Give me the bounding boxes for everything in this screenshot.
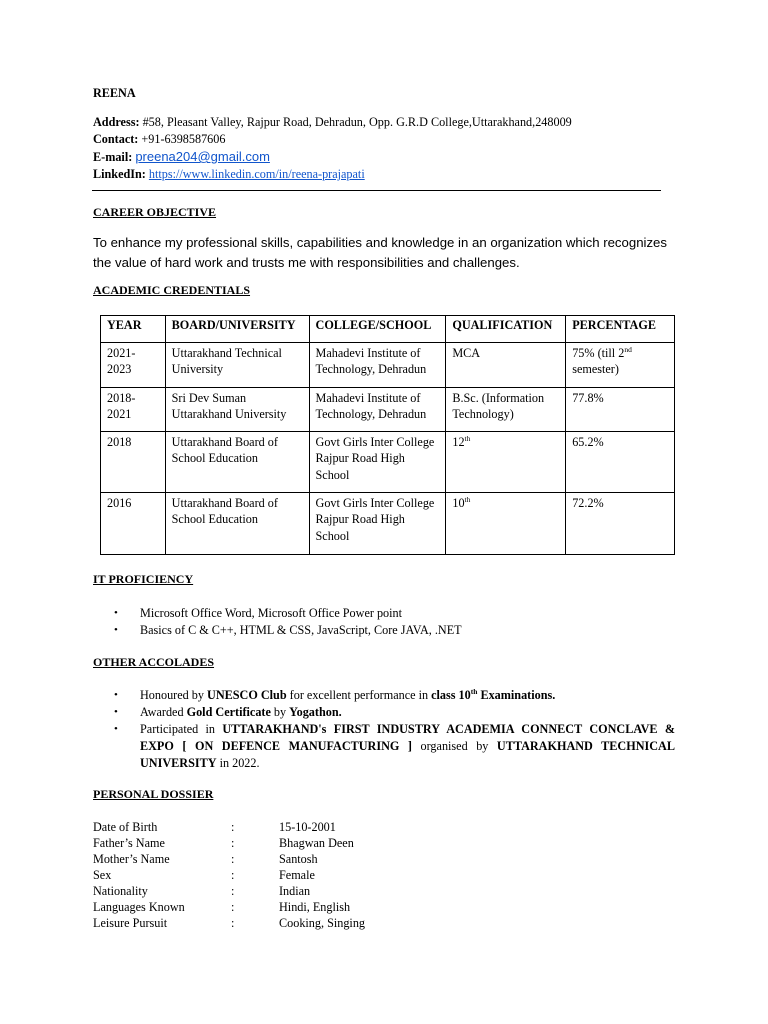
academic-table	[100, 315, 675, 555]
personal-dossier-heading: PERSONAL DOSSIER	[93, 787, 214, 801]
email-link[interactable]: preena204@gmail.com	[135, 149, 270, 164]
cell-percentage: 65.2%	[566, 432, 675, 493]
col-header-board: BOARD/UNIVERSITY	[165, 316, 309, 343]
email-label: E-mail:	[93, 150, 133, 164]
career-objective-line-1: To enhance my professional skills, capabilities and knowledge in an organization which recognizes	[93, 235, 667, 250]
dossier-value: Cooking, Singing	[279, 916, 366, 930]
col-header-percentage: PERCENTAGE	[566, 316, 675, 343]
address-value: #58, Pleasant Valley, Rajpur Road, Dehradun, Opp. G.R.D College,Uttarakhand,248009	[142, 115, 572, 129]
dossier-value: Hindi, English	[279, 900, 351, 914]
dossier-separator: :	[231, 900, 235, 914]
cell-qualification: B.Sc. (Information Technology)	[446, 388, 566, 432]
cell-board: Sri Dev Suman Uttarakhand University	[165, 388, 309, 432]
career-objective-heading: CAREER OBJECTIVE	[93, 205, 217, 219]
career-objective-text	[93, 233, 667, 272]
linkedin-line	[93, 166, 572, 183]
dossier-separator: :	[231, 884, 235, 898]
table-row	[101, 343, 675, 388]
cell-qualification: MCA	[446, 343, 566, 388]
career-objective-line-2: the value of hard work and trusts me with responsibilities and challenges.	[93, 254, 520, 270]
accolades-heading: OTHER ACCOLADES	[93, 655, 215, 669]
dossier-value: Female	[279, 868, 315, 882]
cell-percentage: 75% (till 2nd semester)	[566, 343, 675, 388]
header-divider	[92, 190, 661, 191]
cell-qualification: 10th	[446, 493, 566, 555]
table-header-row	[101, 316, 675, 343]
table-row	[101, 388, 675, 432]
dossier-label: Sex	[93, 868, 112, 882]
cell-board: Uttarakhand Board of School Education	[165, 493, 309, 555]
cell-college: Mahadevi Institute of Technology, Dehradun	[309, 343, 446, 388]
dossier-label: Nationality	[93, 884, 148, 898]
cell-percentage: 72.2%	[566, 493, 675, 555]
list-item: • Honoured by UNESCO Club for excellent performance in class 10th Examinations.	[112, 687, 675, 704]
dossier-label: Date of Birth	[93, 820, 158, 834]
col-header-year: YEAR	[101, 316, 166, 343]
cell-board: Uttarakhand Board of School Education	[165, 432, 309, 493]
dossier-separator: :	[231, 916, 235, 930]
address-line	[93, 114, 572, 131]
cell-college: Govt Girls Inter College Rajpur Road High School	[309, 432, 446, 493]
cell-college: Govt Girls Inter College Rajpur Road High School	[309, 493, 446, 555]
dossier-value: Indian	[279, 884, 311, 898]
cell-college: Mahadevi Institute of Technology, Dehradun	[309, 388, 446, 432]
dossier-separator: :	[231, 868, 235, 882]
cell-qualification: 12th	[446, 432, 566, 493]
address-label: Address:	[93, 115, 140, 129]
academic-heading: ACADEMIC CREDENTIALS	[93, 283, 251, 297]
dossier-value: Bhagwan Deen	[279, 836, 354, 850]
cell-year: 2016	[101, 493, 166, 555]
dossier-separator: :	[231, 836, 235, 850]
dossier-label: Father’s Name	[93, 836, 165, 850]
dossier-value: Santosh	[279, 852, 318, 866]
list-item: • Participated in UTTARAKHAND's FIRST INDUSTRY ACADEMIA CONNECT CONCLAVE & EXPO [ ON DEFENCE MANUFACTURING ] organised by UTTARAKHAND TECHNICAL UNIVERSITY in 2022.	[112, 721, 675, 772]
dossier-separator: :	[231, 820, 235, 834]
contact-block	[93, 114, 572, 183]
contact-label: Contact:	[93, 132, 139, 146]
col-header-qualification: QUALIFICATION	[446, 316, 566, 343]
cell-year: 2018	[101, 432, 166, 493]
col-header-college: COLLEGE/SCHOOL	[309, 316, 446, 343]
cell-percentage: 77.8%	[566, 388, 675, 432]
cell-year: 2018-2021	[101, 388, 166, 432]
linkedin-link[interactable]: https://www.linkedin.com/in/reena-prajapati	[148, 167, 365, 181]
list-item: • Microsoft Office Word, Microsoft Office Power point	[112, 605, 462, 622]
table-row	[101, 432, 675, 493]
cell-board: Uttarakhand Technical University	[165, 343, 309, 388]
cell-year: 2021-2023	[101, 343, 166, 388]
list-item: • Awarded Gold Certificate by Yogathon.	[112, 704, 675, 721]
dossier-value: 15-10-2001	[279, 820, 336, 834]
contact-value: +91-6398587606	[141, 132, 226, 146]
dossier-label: Languages Known	[93, 900, 185, 914]
accolades-list	[112, 687, 675, 772]
it-proficiency-list	[112, 605, 462, 639]
dossier-label: Leisure Pursuit	[93, 916, 168, 930]
linkedin-label: LinkedIn:	[93, 167, 146, 181]
contact-line	[93, 131, 572, 148]
dossier-separator: :	[231, 852, 235, 866]
list-item: • Basics of C & C++, HTML & CSS, JavaScript, Core JAVA, .NET	[112, 622, 462, 639]
email-line	[93, 148, 572, 166]
it-proficiency-heading: IT PROFICIENCY	[93, 572, 194, 586]
dossier-label: Mother’s Name	[93, 852, 170, 866]
candidate-name: REENA	[93, 86, 136, 100]
table-row	[101, 493, 675, 555]
